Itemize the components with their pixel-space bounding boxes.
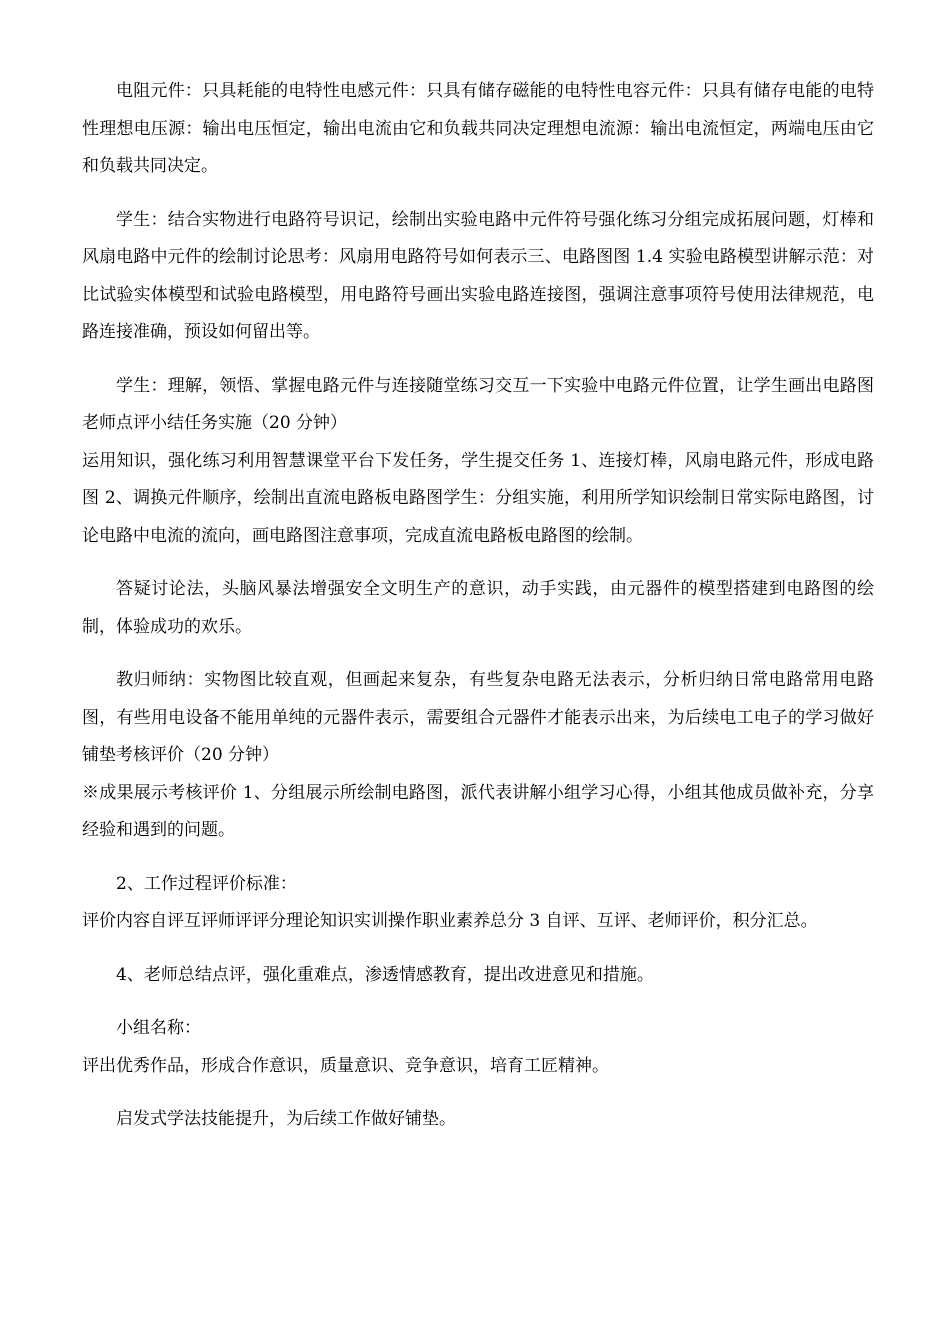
paragraph-student-understanding: 学生：理解，领悟、掌握电路元件与连接随堂练习交互一下实验中电路元件位置，让学生画出电路图老师点评小结任务实施（20 分钟） bbox=[82, 375, 874, 433]
paragraph-student-symbols: 学生：结合实物进行电路符号识记，绘制出实验电路中元件符号强化练习分组完成拓展问题，灯棒和风扇电路中元件的绘制讨论思考：风扇用电路符号如何表示三、电路图图 1.4 实验电路模型讲解示范：对比试验实体模型和试验电路模型，用电路符号画出实验电路连接图，强调注意事项符号使用法律规范，电路连接准确，预设如何留出等。 bbox=[82, 209, 874, 342]
paragraph-evaluation-content: 评价内容自评互评师评评分理论知识实训操作职业素养总分 3 自评、互评、老师评价，积分汇总。 bbox=[82, 911, 818, 931]
paragraph-teacher-review: 4、老师总结点评，强化重难点，渗透情感教育，提出改进意见和措施。 bbox=[116, 964, 654, 985]
paragraph-heuristic-learning: 启发式学法技能提升，为后续工作做好铺垫。 bbox=[116, 1109, 456, 1129]
document-body bbox=[82, 73, 874, 1155]
paragraph-teacher-summary: 教归师纳：实物图比较直观，但画起来复杂，有些复杂电路无法表示，分析归纳日常电路常用电路图，有些用电设备不能用单纯的元器件表示，需要组合元器件才能表示出来，为后续电工电子的学习做好铺垫考核评价（20 分钟） bbox=[82, 670, 874, 765]
paragraph-apply-knowledge: 运用知识，强化练习利用智慧课堂平台下发任务，学生提交任务 1、连接灯棒，风扇电路元件，形成电路图 2、调换元件顺序，绘制出直流电路板电路图学生：分组实施，利用所学知识绘制日常实际电路图，讨论电路中电流的流向，画电路图注意事项，完成直流电路板电路图的绘制。 bbox=[82, 450, 874, 546]
paragraph-results-display: ※成果展示考核评价 1、分组展示所绘制电路图，派代表讲解小组学习心得，小组其他成员做补充，分享经验和遇到的问题。 bbox=[82, 782, 874, 840]
paragraph-excellent-works: 评出优秀作品，形成合作意识，质量意识、竞争意识，培育工匠精神。 bbox=[82, 1055, 609, 1076]
paragraph-evaluation-standard: 2、工作过程评价标准： bbox=[116, 873, 297, 894]
paragraph-circuit-elements: 电阻元件：只具耗能的电特性电感元件：只具有储存磁能的电特性电容元件：只具有储存电能的电特性理想电压源：输出电压恒定，输出电流由它和负载共同决定理想电流源：输出电流恒定，两端电压由它和负载共同决定。 bbox=[82, 81, 874, 176]
paragraph-group-name: 小组名称： bbox=[116, 1018, 201, 1038]
paragraph-discussion-method: 答疑讨论法，头脑风暴法增强安全文明生产的意识，动手实践，由元器件的模型搭建到电路图的绘制，体验成功的欢乐。 bbox=[82, 579, 874, 637]
